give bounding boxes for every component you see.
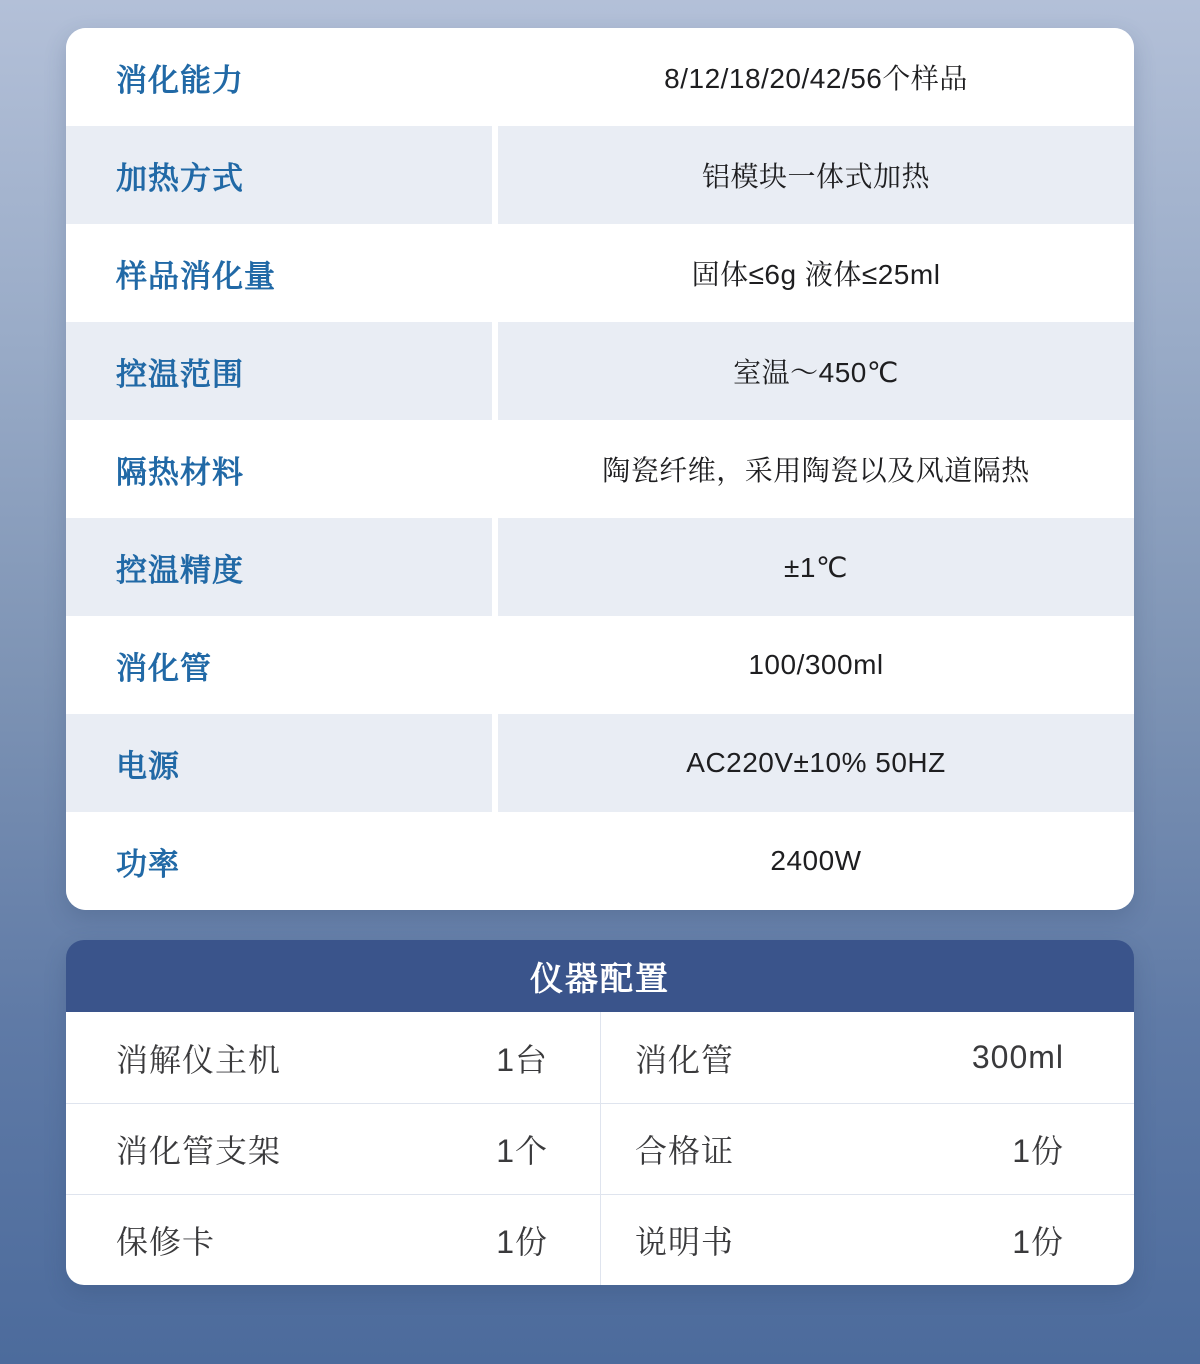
config-item-value: 1份 bbox=[1012, 1133, 1064, 1169]
spec-label: 消化管 bbox=[116, 650, 212, 686]
spec-value: ±1℃ bbox=[784, 551, 848, 583]
spec-value: 室温～450℃ bbox=[733, 357, 899, 388]
spec-label: 电源 bbox=[116, 748, 180, 784]
config-item-label: 说明书 bbox=[635, 1224, 735, 1260]
config-item-value: 300ml bbox=[971, 1039, 1064, 1075]
spec-label: 样品消化量 bbox=[116, 258, 276, 294]
config-item-value: 1台 bbox=[496, 1041, 548, 1078]
spec-row-temp-range bbox=[66, 322, 1134, 420]
spec-row-temp-accuracy bbox=[66, 518, 1134, 616]
spec-row-power bbox=[66, 812, 1134, 910]
config-item-label: 消化管 bbox=[635, 1041, 735, 1078]
config-item-label: 合格证 bbox=[635, 1133, 735, 1169]
spec-row-digestion-tube bbox=[66, 616, 1134, 714]
spec-row-insulation bbox=[66, 420, 1134, 518]
config-row bbox=[66, 1012, 1134, 1103]
spec-value: 8/12/18/20/42/56个样品 bbox=[664, 63, 968, 94]
spec-value: 陶瓷纤维，采用陶瓷以及风道隔热 bbox=[602, 455, 1030, 486]
config-row bbox=[66, 1103, 1134, 1194]
config-item-value: 1个 bbox=[496, 1133, 548, 1169]
spec-row-heating-method bbox=[66, 126, 1134, 224]
spec-label: 加热方式 bbox=[116, 160, 244, 196]
spec-value: AC220V±10% 50HZ bbox=[686, 747, 946, 778]
spec-row-power-supply bbox=[66, 714, 1134, 812]
config-title: 仪器配置 bbox=[530, 959, 670, 997]
spec-value: 2400W bbox=[770, 845, 862, 876]
config-header-bar bbox=[66, 940, 1134, 1012]
config-item-label: 消化管支架 bbox=[116, 1133, 282, 1169]
spec-label: 隔热材料 bbox=[116, 454, 244, 490]
spec-label: 消化能力 bbox=[116, 62, 244, 98]
config-row bbox=[66, 1194, 1134, 1285]
spec-label: 控温精度 bbox=[116, 552, 244, 588]
config-item-label: 保修卡 bbox=[116, 1224, 216, 1260]
config-item-value: 1份 bbox=[1012, 1224, 1064, 1260]
instrument-config-card bbox=[66, 940, 1134, 1285]
spec-label: 控温范围 bbox=[116, 356, 244, 392]
spec-label: 功率 bbox=[116, 846, 180, 882]
spec-value: 固体≤6g 液体≤25ml bbox=[691, 259, 941, 290]
spec-row-digestion-capacity bbox=[66, 28, 1134, 126]
spec-row-sample-volume bbox=[66, 224, 1134, 322]
config-item-label: 消解仪主机 bbox=[116, 1041, 282, 1078]
spec-table-card bbox=[66, 28, 1134, 910]
spec-value: 铝模块一体式加热 bbox=[701, 161, 930, 192]
config-item-value: 1份 bbox=[496, 1224, 548, 1260]
spec-value: 100/300ml bbox=[748, 649, 884, 680]
config-table-body bbox=[66, 1012, 1134, 1285]
